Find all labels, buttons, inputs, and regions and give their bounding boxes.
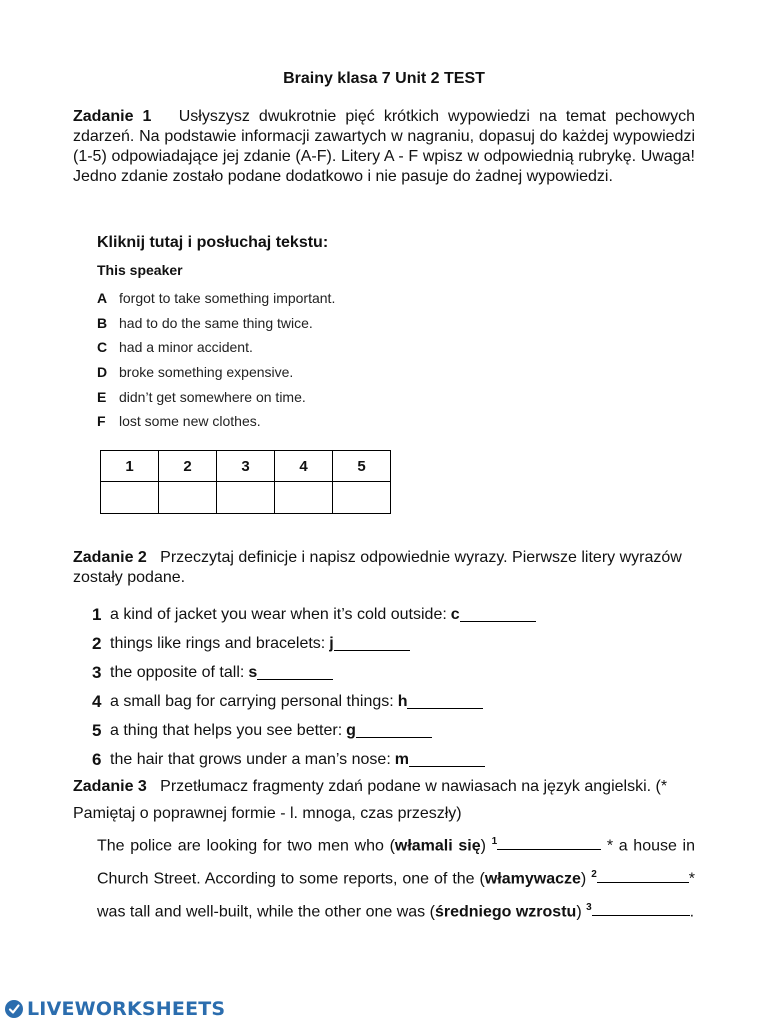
passage-text: . xyxy=(689,902,695,920)
answer-header-cell: 2 xyxy=(159,451,217,482)
task2-label: Zadanie 2 xyxy=(73,549,147,566)
liveworksheets-brand[interactable] xyxy=(4,996,225,1022)
definition-first-letter: m xyxy=(394,750,409,768)
answer-input-5[interactable] xyxy=(333,482,391,514)
gap-number: 3 xyxy=(586,901,592,913)
answer-input-2[interactable] xyxy=(159,482,217,514)
answer-header-cell: 4 xyxy=(275,451,333,482)
definition-text: a kind of jacket you wear when it’s cold outside: xyxy=(110,605,447,623)
passage-text: ) xyxy=(580,870,592,888)
definition-item xyxy=(92,658,536,687)
option-item xyxy=(97,360,335,385)
option-item xyxy=(97,286,335,311)
definition-first-letter: g xyxy=(346,721,356,739)
task1-label: Zadanie 1 xyxy=(73,108,152,125)
definition-item xyxy=(92,745,536,774)
task3-label: Zadanie 3 xyxy=(73,778,147,795)
definition-number: 2 xyxy=(92,633,102,653)
passage-text: ) xyxy=(576,902,587,920)
polish-phrase: włamali się xyxy=(394,837,481,855)
definition-text: the opposite of tall: xyxy=(110,663,245,681)
answer-table xyxy=(100,450,391,514)
option-text: had to do the same thing twice. xyxy=(119,314,313,331)
definitions-list xyxy=(92,600,536,774)
translation-gap-3[interactable] xyxy=(592,901,690,916)
definition-answer-field[interactable] xyxy=(409,752,485,767)
definition-text: a thing that helps you see better: xyxy=(110,721,343,739)
translation-passage xyxy=(97,828,695,926)
brand-text: LIVEWORKSHEETS xyxy=(27,998,226,1020)
passage-text: * a house in Church Street. According to some reports, one of the ( xyxy=(97,837,695,888)
translation-gap-2[interactable] xyxy=(597,868,689,883)
definition-item xyxy=(92,716,536,745)
definition-answer-field[interactable] xyxy=(460,607,536,622)
definition-answer-field[interactable] xyxy=(334,636,410,651)
task2-instruction xyxy=(73,548,703,588)
definition-number: 4 xyxy=(92,691,102,711)
definition-number: 3 xyxy=(92,662,102,682)
option-text: lost some new clothes. xyxy=(119,413,261,430)
option-item xyxy=(97,409,335,434)
definition-first-letter: s xyxy=(248,663,258,681)
answer-input-3[interactable] xyxy=(217,482,275,514)
definition-number: 5 xyxy=(92,720,102,740)
answer-table-input-row xyxy=(101,482,391,514)
option-letter: C xyxy=(97,339,108,356)
definition-first-letter: c xyxy=(450,605,460,623)
option-text: broke something expensive. xyxy=(119,364,294,381)
definition-answer-field[interactable] xyxy=(356,723,432,738)
answer-input-4[interactable] xyxy=(275,482,333,514)
option-letter: F xyxy=(97,413,106,430)
passage-text: ) xyxy=(480,837,492,855)
passage-text: The police are looking for two men who ( xyxy=(97,837,395,855)
answer-table-header-row xyxy=(101,451,391,482)
task3-instruction xyxy=(73,773,703,827)
translation-gap-1[interactable] xyxy=(497,835,601,850)
answer-header-cell: 1 xyxy=(101,451,159,482)
option-text: forgot to take something important. xyxy=(119,290,336,307)
option-item xyxy=(97,311,335,336)
option-text: had a minor accident. xyxy=(119,339,253,356)
task1-text: Usłyszysz dwukrotnie pięć krótkich wypowiedzi na temat pechowych zdarzeń. Na podstawie informacji zawartych w nagraniu, dopasuj do każdej wypowiedzi (1-5) odpowiadające jej zdanie (A-F). Litery A - F wpisz w odpowiednią rubrykę. Uwaga! Jedno zdanie zostało podane dodatkowo i nie pasuje do żadnej wypowiedzi. xyxy=(73,108,695,185)
option-letter: B xyxy=(97,314,108,331)
polish-phrase: średniego wzrostu xyxy=(434,902,577,920)
definition-text: a small bag for carrying personal things: xyxy=(110,692,394,710)
answer-input-1[interactable] xyxy=(101,482,159,514)
listen-link[interactable]: Kliknij tutaj i posłuchaj tekstu: xyxy=(97,234,329,251)
gap-number: 1 xyxy=(491,836,498,847)
definition-first-letter: h xyxy=(397,692,408,710)
option-item xyxy=(97,384,335,409)
definition-text: things like rings and bracelets: xyxy=(110,634,326,652)
definition-item xyxy=(92,629,536,658)
option-letter: A xyxy=(97,290,108,307)
option-item xyxy=(97,335,335,360)
definition-first-letter: j xyxy=(329,634,334,652)
task2-text: Przeczytaj definicje i napisz odpowiednie wyrazy. Pierwsze litery wyrazów zostały podane. xyxy=(73,549,682,586)
answer-header-cell: 3 xyxy=(217,451,275,482)
definition-number: 1 xyxy=(92,604,102,624)
task1-instruction xyxy=(73,107,695,187)
passage-text: * was tall and well-built, while the other one was ( xyxy=(97,870,695,920)
speaker-heading: This speaker xyxy=(97,262,183,278)
definition-number: 6 xyxy=(92,749,102,769)
options-list xyxy=(97,286,335,434)
polish-phrase: włamywacze xyxy=(484,870,581,888)
definition-answer-field[interactable] xyxy=(407,694,483,709)
page-title: Brainy klasa 7 Unit 2 TEST xyxy=(283,70,485,87)
option-text: didn’t get somewhere on time. xyxy=(119,388,306,405)
option-letter: D xyxy=(97,364,108,381)
definition-item xyxy=(92,687,536,716)
answer-header-cell: 5 xyxy=(333,451,391,482)
gap-number: 2 xyxy=(591,868,597,880)
task3-text: Przetłumacz fragmenty zdań podane w nawiasach na język angielski. (* Pamiętaj o poprawnej formie - l. mnoga, czas przeszły) xyxy=(73,778,668,822)
definition-text: the hair that grows under a man’s nose: xyxy=(110,750,391,768)
definition-item xyxy=(92,600,536,629)
definition-answer-field[interactable] xyxy=(257,665,333,680)
option-letter: E xyxy=(97,388,107,405)
liveworksheets-logo-icon xyxy=(4,999,24,1019)
